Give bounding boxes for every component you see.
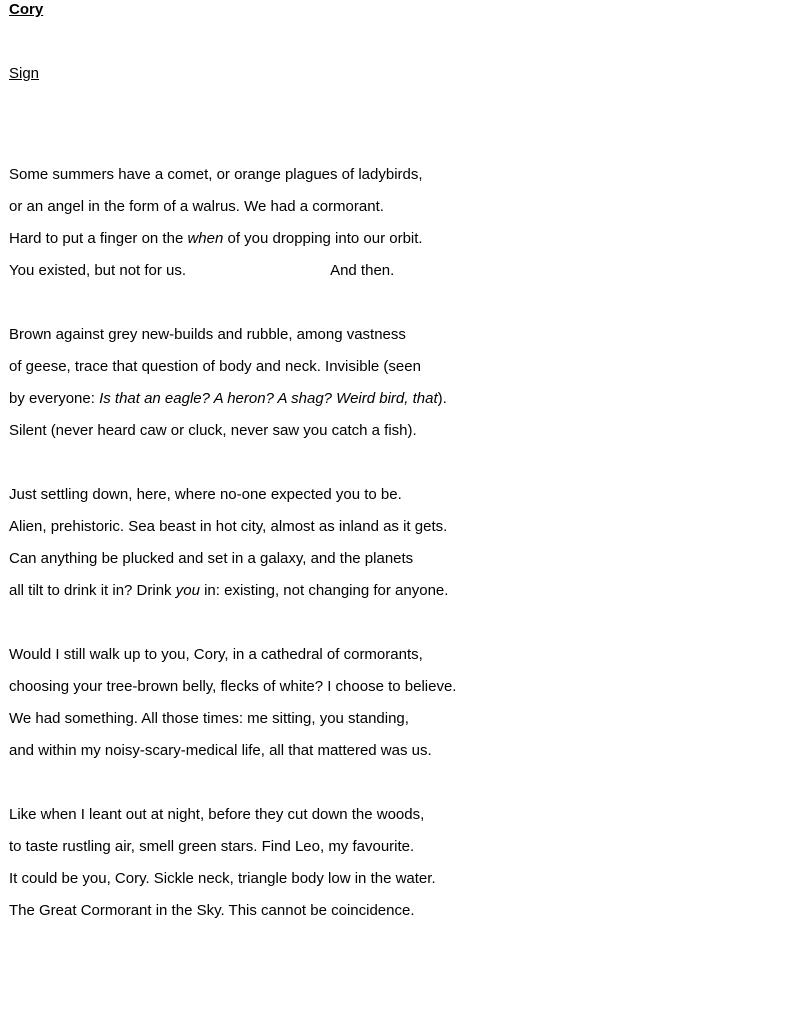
line-text: Alien, prehistoric. Sea beast in hot city, almost as inland as it gets. [9, 518, 448, 535]
stanza [9, 159, 789, 287]
line-text: Hard to put a finger on the [9, 230, 188, 247]
line-text: to taste rustling air, smell green stars. Find Leo, my favourite. [9, 838, 415, 855]
poem-line [9, 479, 789, 511]
line-text: The Great Cormorant in the Sky. This cannot be coincidence. [9, 902, 415, 919]
line-text: by everyone: [9, 390, 100, 407]
poem-line [9, 703, 789, 735]
poem-line [9, 511, 789, 543]
italic-text: Is that an eagle? A heron? A shag? Weird bird, that [99, 390, 438, 407]
poem-title: Cory [9, 1, 44, 18]
poem-line [9, 831, 789, 863]
poem-line [9, 383, 789, 415]
italic-text: when [187, 230, 224, 247]
poem-line [9, 895, 789, 927]
line-text: or an angel in the form of a walrus. We had a cormorant. [9, 198, 384, 215]
poem-line [9, 543, 789, 575]
line-text: Silent (never heard caw or cluck, never saw you catch a fish). [9, 422, 417, 439]
line-text: And then. [330, 262, 395, 279]
stanza [9, 319, 789, 447]
italic-text: you [175, 582, 200, 599]
poem-line [9, 319, 789, 351]
stanza [9, 639, 789, 767]
poem-line [9, 863, 789, 895]
stanza [9, 799, 789, 927]
line-text: in: existing, not changing for anyone. [199, 582, 449, 599]
line-text: Would I still walk up to you, Cory, in a cathedral of cormorants, [9, 646, 423, 663]
poem-line [9, 223, 789, 255]
line-text: Can anything be plucked and set in a galaxy, and the planets [9, 550, 414, 567]
line-text: Like when I leant out at night, before they cut down the woods, [9, 806, 425, 823]
line-text: of geese, trace that question of body and neck. Invisible (seen [9, 358, 421, 375]
poem-line [9, 575, 789, 607]
line-text: and within my noisy-scary-medical life, all that mattered was us. [9, 742, 432, 759]
poem-line [9, 639, 789, 671]
line-text: all tilt to drink it in? Drink [9, 582, 176, 599]
poem-line [9, 255, 789, 287]
line-text: We had something. All those times: me sitting, you standing, [9, 710, 409, 727]
poem-line [9, 191, 789, 223]
poem-line [9, 735, 789, 767]
poem-line [9, 415, 789, 447]
stanza [9, 479, 789, 607]
poem-subtitle: Sign [9, 65, 40, 82]
line-text: of you dropping into our orbit. [223, 230, 423, 247]
line-text: You existed, but not for us. [9, 262, 187, 279]
poem-line [9, 671, 789, 703]
poem-line [9, 159, 789, 191]
poem-line [9, 799, 789, 831]
line-text: choosing your tree-brown belly, flecks of white? I choose to believe. [9, 678, 457, 695]
line-text: Some summers have a comet, or orange plagues of ladybirds, [9, 166, 423, 183]
line-text: Brown against grey new-builds and rubble, among vastness [9, 326, 406, 343]
poem-line [9, 351, 789, 383]
line-text: Just settling down, here, where no-one expected you to be. [9, 486, 402, 503]
line-text: It could be you, Cory. Sickle neck, triangle body low in the water. [9, 870, 436, 887]
line-text: ). [437, 390, 447, 407]
poem-body [9, 159, 789, 959]
